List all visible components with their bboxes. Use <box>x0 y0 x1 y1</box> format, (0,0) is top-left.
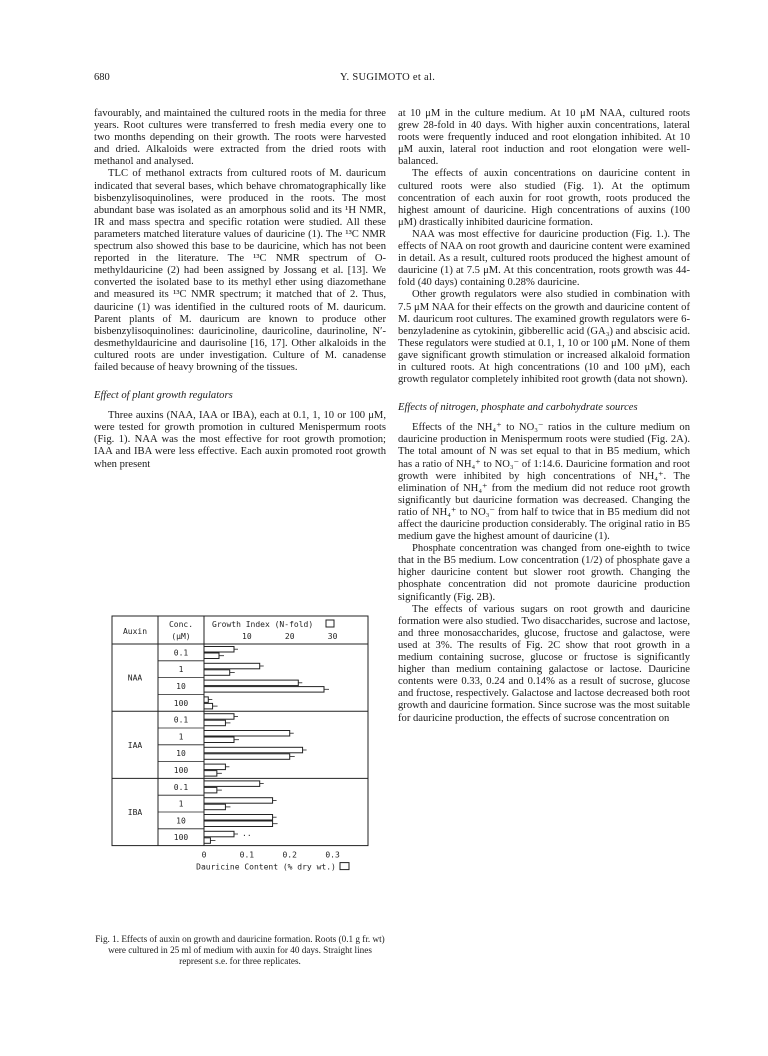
growth-bar <box>204 787 217 793</box>
growth-bar <box>204 838 210 844</box>
paragraph: TLC of methanol extracts from cultured roots of M. dauricum indicated that several bases, which behave chromatographically like bisbenzylisoquinolines, were produced in the roots. The most abundant base was isolated as an amorphous solid and its ¹H NMR, IR and mass spectra and specific rotation were studied. All these parameters matched literature values of dauricine (1). The ¹³C NMR spectrum also showed this base to be dauricine, which has not been reported in the literature. The ¹³C NMR spectrum of O-methyldauricine (2) had been assigned by Jossang et al. [13]. We converted the isolated base to its methyl ether using diazomethane and measured its ¹³C NMR spectrum; it matched that of 2. Thus, dauricine (1) was identified in the cultured roots of M. dauricum. Parent plants of M. dauricum are known to produce other bisbenzylisoquinolines: dauricinoline, dauricoline, daurinoline, N′-desmethyldauricine and daurisoline [16, 17]. Other alkaloids in the cultured roots are under investigation. Culture of M. canadense failed because of heavy browning of the tissues. <box>94 168 386 373</box>
section-heading: Effect of plant growth regulators <box>94 390 233 402</box>
conc-header: Conc. <box>168 620 194 629</box>
paragraph: Other growth regulators were also studied in combination with 7.5 μM NAA for their effects on the growth and dauricine content of M. dauricum root cultures. The examined growth regulators were 6-benzyladenine as cytokinin, gibberellic acid (GA₃) and abscisic acid. These regulators were studied at 0.1, 1, 10 or 100 μM. None of them gave significant growth stimulation or increased alkaloid formation in cultured roots. At high concentrations (10 and 100 μM), each growth regulator completely inhibited root growth (data not shown). <box>398 289 690 386</box>
running-head: Y. SUGIMOTO et al. <box>340 72 436 83</box>
conc-label: 1 <box>178 732 184 742</box>
conc-label: 100 <box>173 766 189 775</box>
content-bar <box>204 697 208 703</box>
growth-bar <box>204 754 290 760</box>
right-column <box>398 108 690 725</box>
content-legend-box <box>340 863 349 870</box>
content-bar <box>204 680 298 686</box>
auxin-chart <box>110 614 372 922</box>
conc-label: 10 <box>176 749 186 759</box>
figure-caption: Fig. 1. Effects of auxin on growth and dauricine formation. Roots (0.1 g fr. wt) were cultured in 25 ml of medium with auxin for 40 days. Straight lines represent s.e. for three replicates. <box>95 934 385 967</box>
left-column <box>94 108 386 471</box>
content-bar <box>204 815 273 821</box>
conc-label: 100 <box>173 698 189 708</box>
conc-label: 0.1 <box>173 648 189 658</box>
growth-bar <box>204 720 225 726</box>
bottom-tick-label: 0.3 <box>325 850 340 860</box>
bottom-axis-label: Dauricine Content (% dry wt.) <box>196 862 336 872</box>
paragraph: Effects of the NH₄⁺ to NO₃⁻ ratios in the culture medium on dauricine production in Menispermum roots were studied (Fig. 2A). The total amount of N was set equal to that in B5 medium, which has a ratio of NH₄⁺ to NO₃⁻ of 1:14.6. Dauricine formation and root growth were inhibited by high concentrations of NH₄⁺. The elimination of NH₄⁺ from the medium did not reduce root growth significantly but dauricine formation was decreased. Changing the ratio of NH₄⁺ to NO₃⁻ from half to twice that in B5 medium did not affect the dauricine production considerably. The original ratio in B5 medium gave the highest amount of dauricine (1). <box>398 422 690 543</box>
growth-bar <box>204 703 213 709</box>
conc-label: 10 <box>176 682 186 691</box>
growth-legend-box <box>326 620 334 627</box>
page-number: 680 <box>94 72 110 83</box>
content-bar <box>204 714 234 720</box>
content-bar <box>204 663 260 669</box>
top-tick-label: 30 <box>327 632 338 641</box>
growth-bar <box>204 653 219 659</box>
paragraph: The effects of auxin concentrations on dauricine content in cultured roots were also studied (Fig. 1). At the optimum concentration of each auxin for root growth, roots produced the highest amount of dauricine. High concentrations of auxins (100 μM) drastically inhibited dauricine formation. <box>398 168 690 228</box>
bottom-tick-label: 0 <box>201 850 207 860</box>
content-bar <box>204 831 234 837</box>
conc-label: 100 <box>173 833 189 843</box>
conc-label: 1 <box>178 799 184 809</box>
auxin-header: Auxin <box>122 627 148 636</box>
content-bar <box>204 781 260 787</box>
growth-bar <box>204 687 324 693</box>
section-heading: Effects of nitrogen, phosphate and carbohydrate sources <box>398 402 638 414</box>
content-bar <box>204 731 290 737</box>
conc-label: 0.1 <box>173 782 189 792</box>
paragraph: Phosphate concentration was changed from one-eighth to twice that in the B5 medium. Low concentration (1/2) of phosphate gave a higher dauricine content but slower root growth. Changing the phosphate concentration did not promote dauricine production significantly (Fig. 2B). <box>398 543 690 603</box>
auxin-label: IAA <box>127 740 143 750</box>
growth-bar <box>204 737 234 743</box>
conc-label: 10 <box>176 816 186 826</box>
figure-1 <box>110 614 372 922</box>
growth-bar <box>204 670 230 676</box>
paragraph: at 10 μM in the culture medium. At 10 μM NAA, cultured roots grew 28-fold in 40 days. With higher auxin concentrations, lateral roots were frequently induced and root elongation inhibited. At 10 μM auxin, lateral root induction and root elongation were well-balanced. <box>398 108 690 168</box>
conc-label: 1 <box>178 665 184 675</box>
paragraph: The effects of various sugars on root growth and dauricine formation were also studied. Two disaccharides, sucrose and lactose, and three monosaccharides, glucose, fructose and galactose, were used at 3%. The results of Fig. 2C show that root growth in a medium containing sucrose, glucose or fructose is significantly higher than medium containing galactose or lactose. Dauricine contents were 0.33, 0.24 and 0.14% as a result of sucrose, glucose and fructose, respectively. Galactose and lactose decreased both root growth and dauricine formation. Since sucrose was the most suitable for dauricine production, the effects of sucrose concentration on <box>398 603 690 724</box>
growth-bar <box>204 804 225 810</box>
bottom-tick-label: 0.2 <box>282 850 297 860</box>
auxin-label: IBA <box>127 808 143 817</box>
conc-label: 0.1 <box>173 715 189 725</box>
top-axis-label: Growth Index (N-fold) <box>212 620 314 629</box>
paragraph: NAA was most effective for dauricine production (Fig. 1.). The effects of NAA on root growth and dauricine content were examined in detail. As a result, cultured roots produced the highest amount of dauricine (1) at 7.5 μM. At this concentration, roots growth was 44-fold (40 days) containing 0.28% dauricine. <box>398 228 690 289</box>
growth-bar <box>204 771 217 777</box>
content-bar <box>204 764 225 770</box>
small-note: .. <box>242 828 252 838</box>
top-tick-label: 20 <box>284 632 295 641</box>
growth-bar <box>204 821 273 827</box>
content-bar <box>204 798 273 804</box>
paragraph: Three auxins (NAA, IAA or IBA), each at 0.1, 1, 10 or 100 μM, were tested for growth promotion in cultured Menispermum roots (Fig. 1). NAA was the most effective for root growth promotion; IAA and IBA were less effective. Each auxin promoted root growth when present <box>94 410 386 470</box>
paragraph: favourably, and maintained the cultured roots in the media for three years. Root cultures were transferred to fresh media every one to two months depending on their growth. The roots were harvested and dried. Alkaloids were extracted from the dried roots with methanol and analysed. <box>94 108 386 168</box>
content-bar <box>204 647 234 653</box>
auxin-label: NAA <box>127 673 143 683</box>
bottom-tick-label: 0.1 <box>239 850 255 860</box>
top-tick-label: 10 <box>242 632 252 641</box>
content-bar <box>204 747 303 753</box>
conc-unit: (μM) <box>171 632 191 641</box>
